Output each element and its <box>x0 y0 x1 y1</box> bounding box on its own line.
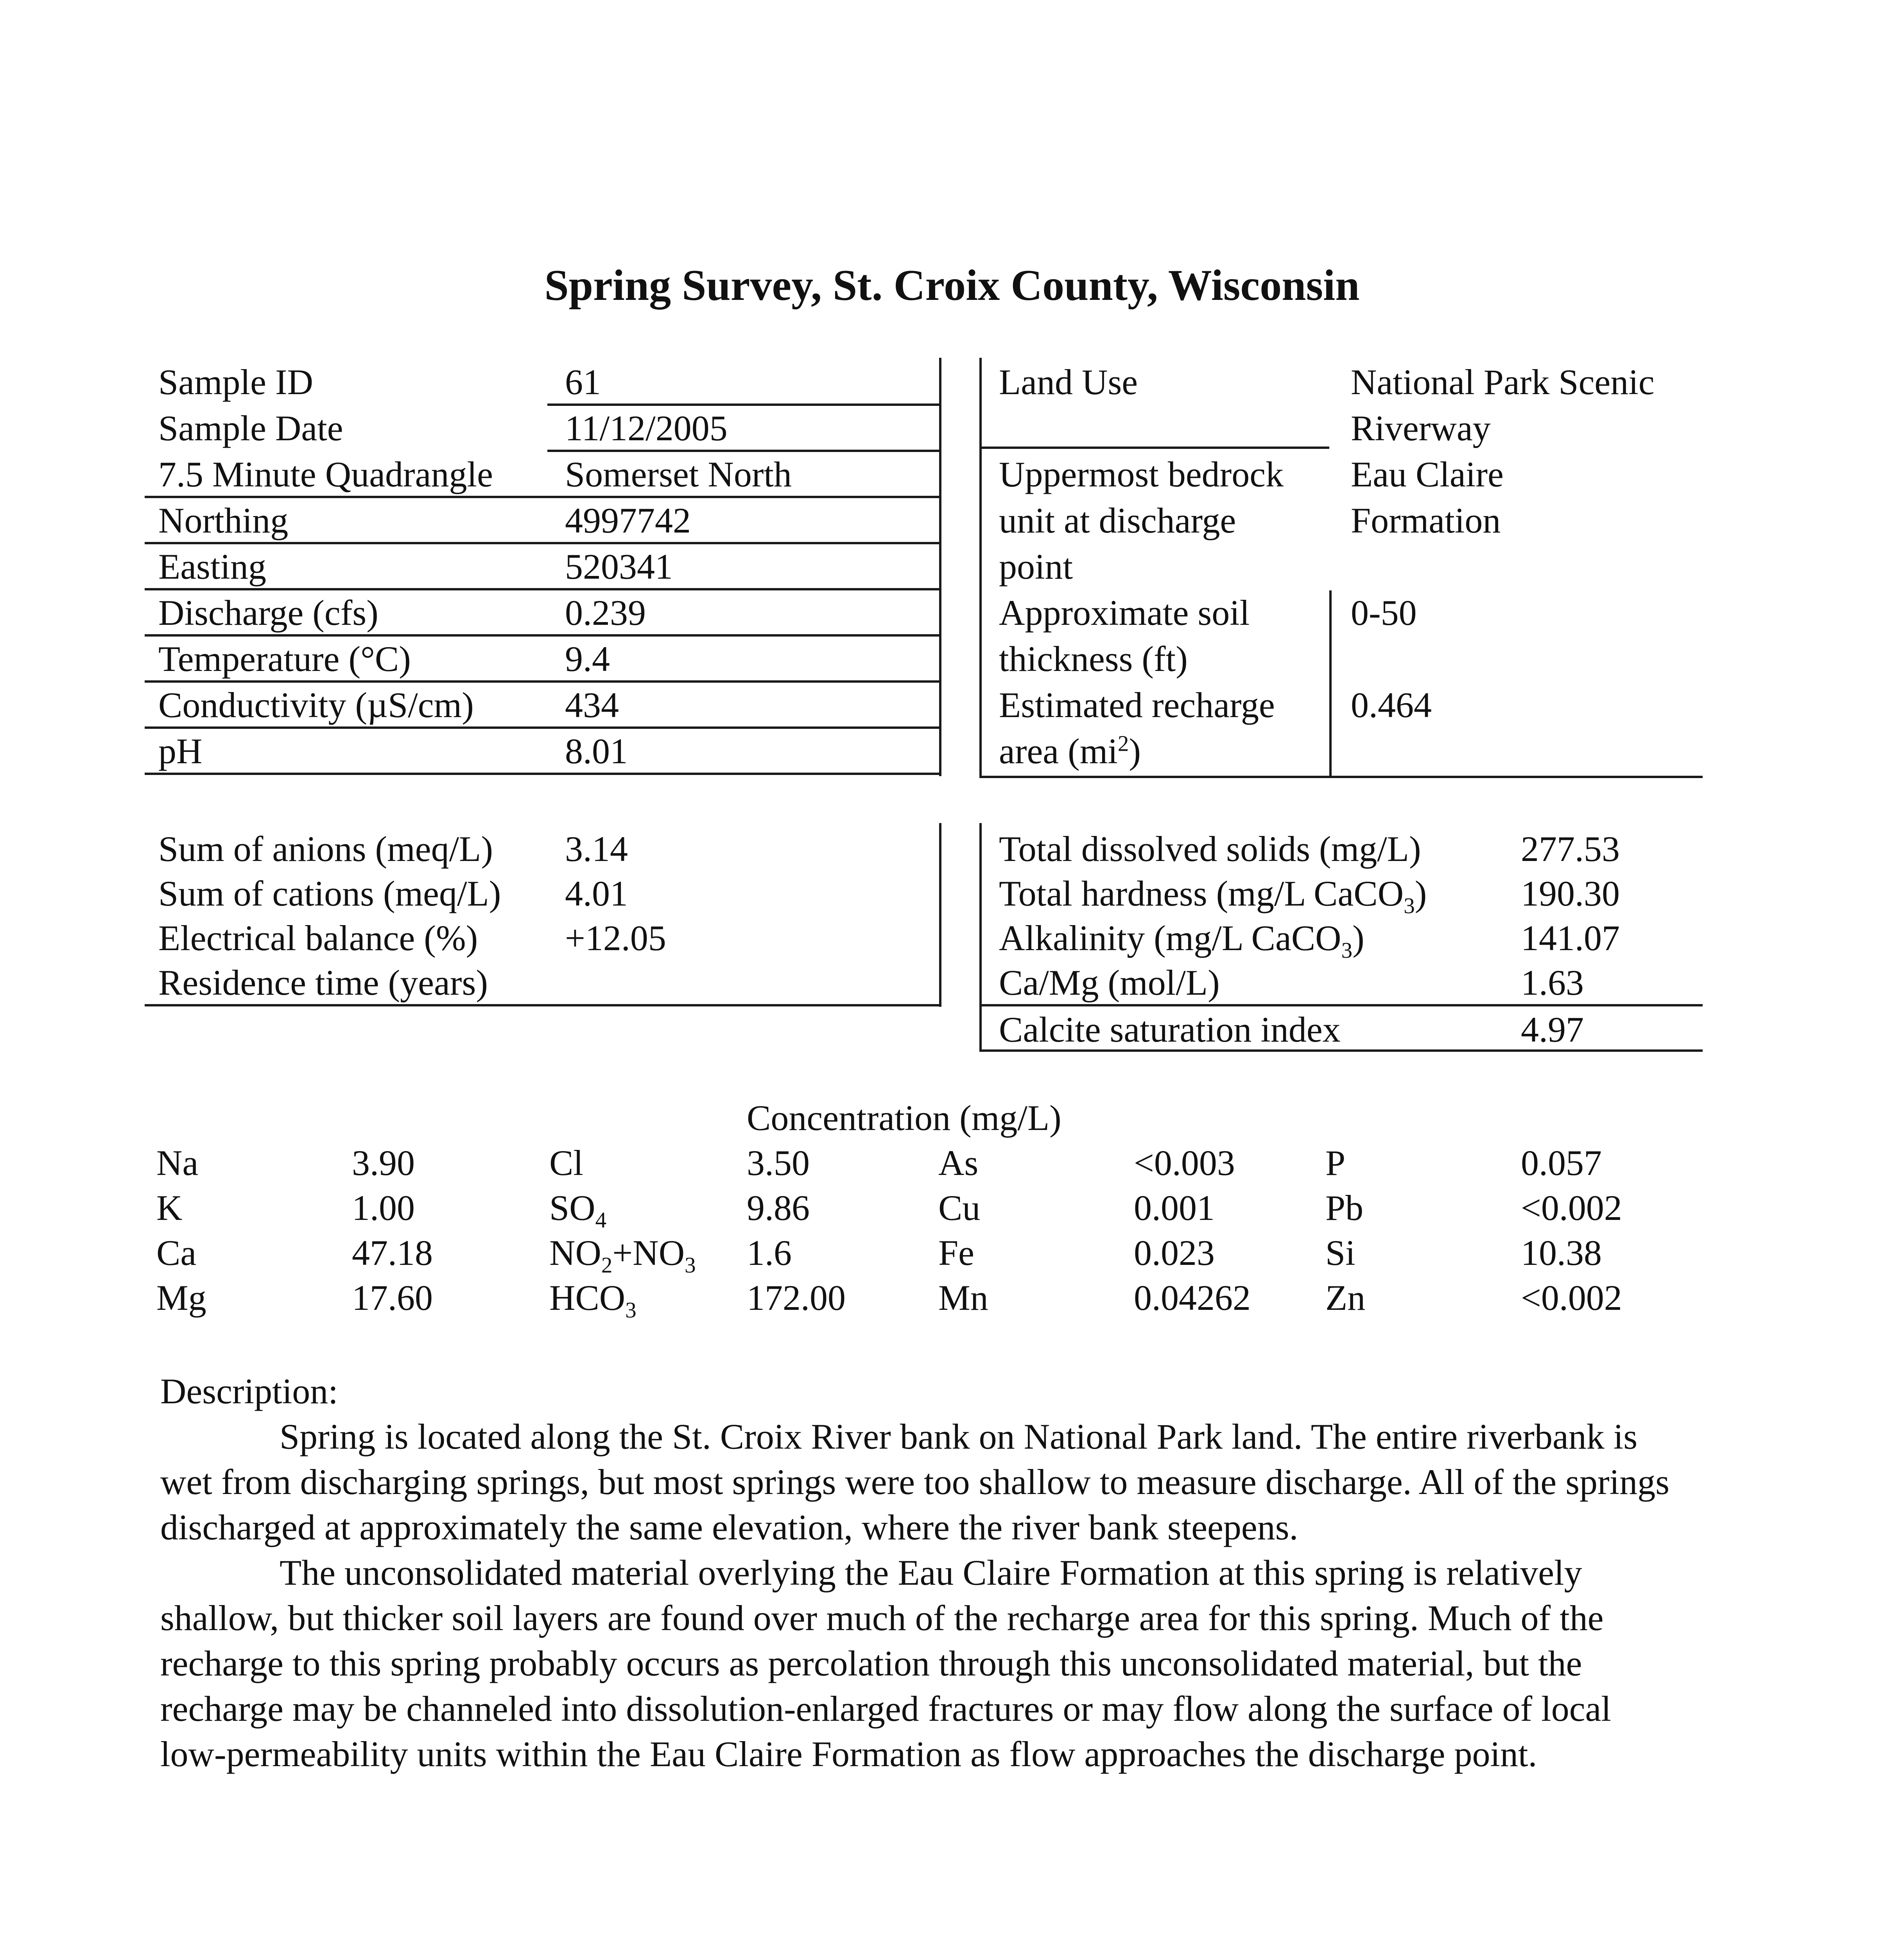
element-value: 10.38 <box>1521 1233 1602 1273</box>
element-symbol: Mg <box>156 1278 206 1318</box>
element-value: 3.50 <box>747 1143 810 1183</box>
land-use-value-cont: Riverway <box>1351 408 1491 448</box>
cations-value: 4.01 <box>565 873 628 913</box>
element-value: 172.00 <box>747 1278 846 1318</box>
element-value: 9.86 <box>747 1188 810 1228</box>
element-value: 1.00 <box>352 1188 415 1228</box>
concentration-heading: Concentration (mg/L) <box>747 1098 1061 1138</box>
conductivity-value: 434 <box>565 685 619 725</box>
tds-label: Total dissolved solids (mg/L) <box>999 829 1421 869</box>
element-value: <0.002 <box>1521 1188 1622 1228</box>
table-divider <box>979 823 982 1052</box>
land-use-label: Land Use <box>999 362 1138 402</box>
quadrangle-value: Somerset North <box>565 454 792 494</box>
element-value: 0.04262 <box>1134 1278 1251 1318</box>
description-section <box>160 1368 1685 1777</box>
quadrangle-label: 7.5 Minute Quadrangle <box>158 454 493 494</box>
element-symbol: Si <box>1325 1233 1355 1273</box>
table-divider <box>1329 590 1332 778</box>
row-rule <box>145 726 940 729</box>
element-value: 1.6 <box>747 1233 792 1273</box>
element-symbol: Ca <box>156 1233 197 1273</box>
calcite-saturation-value: 4.97 <box>1521 1010 1584 1049</box>
table-divider <box>939 823 941 1007</box>
element-symbol: $HCO_3$ <box>549 1278 636 1323</box>
cations-label: Sum of cations (meq/L) <box>158 873 501 913</box>
electrical-balance-label: Electrical balance (%) <box>158 918 478 958</box>
discharge-label: Discharge (cfs) <box>158 593 378 633</box>
element-symbol: Fe <box>938 1233 974 1273</box>
element-symbol: Cl <box>549 1143 583 1183</box>
temperature-value: 9.4 <box>565 639 610 679</box>
electrical-balance-value: +12.05 <box>565 918 666 958</box>
soil-label: Approximate soil <box>999 593 1250 633</box>
residence-time-label: Residence time (years) <box>158 963 488 1003</box>
element-symbol: P <box>1325 1143 1346 1183</box>
calcite-saturation-label: Calcite saturation index <box>999 1010 1341 1049</box>
element-value: 3.90 <box>352 1143 415 1183</box>
recharge-label: Estimated recharge <box>999 685 1275 725</box>
hardness-value: 190.30 <box>1521 873 1620 913</box>
recharge-value: 0.464 <box>1351 685 1432 725</box>
bedrock-label-cont: unit at discharge <box>999 500 1236 540</box>
element-value: 0.001 <box>1134 1188 1215 1228</box>
element-symbol: Na <box>156 1143 199 1183</box>
element-symbol: As <box>938 1143 979 1183</box>
land-use-value: National Park Scenic <box>1351 362 1655 402</box>
element-value: <0.003 <box>1134 1143 1235 1183</box>
temperature-label: Temperature (°C) <box>158 639 411 679</box>
table-divider <box>939 358 941 776</box>
northing-label: Northing <box>158 500 289 540</box>
sample-date-value: 11/12/2005 <box>565 408 728 448</box>
element-symbol: Mn <box>938 1278 988 1318</box>
tds-value: 277.53 <box>1521 829 1620 869</box>
row-rule <box>979 447 1329 449</box>
easting-value: 520341 <box>565 547 673 586</box>
description-label: Description: <box>160 1371 338 1411</box>
alkalinity-value: 141.07 <box>1521 918 1620 958</box>
sample-id-value: 61 <box>565 362 601 402</box>
row-rule <box>145 773 940 775</box>
element-symbol: Cu <box>938 1188 981 1228</box>
ph-label: pH <box>158 731 203 771</box>
element-value: <0.002 <box>1521 1278 1622 1318</box>
table-divider <box>979 358 982 778</box>
conductivity-label: Conductivity (µS/cm) <box>158 685 474 725</box>
anions-value: 3.14 <box>565 829 628 869</box>
ca-mg-value: 1.63 <box>1521 963 1584 1003</box>
easting-label: Easting <box>158 547 266 586</box>
row-rule <box>979 1049 1703 1052</box>
discharge-value: 0.239 <box>565 593 646 633</box>
bedrock-value-cont: Formation <box>1351 500 1501 540</box>
element-symbol: $SO_4$ <box>549 1188 607 1233</box>
ca-mg-label: Ca/Mg (mol/L) <box>999 963 1220 1003</box>
element-value: 0.023 <box>1134 1233 1215 1273</box>
page-title: Spring Survey, St. Croix County, Wisconsin <box>544 261 1360 310</box>
description-paragraph: The unconsolidated material overlying the Eau Claire Formation at this spring is relatively shallow, but thicker soil layers are found over much of the recharge area for this spring. Much of the recharge to this spring probably occurs as percolation through this unconsolidated material, but the recharge may be channeled into dissolution-enlarged fractures or may flow along the surface of local low-permeability units within the Eau Claire Formation as flow approaches the discharge point. <box>160 1553 1611 1774</box>
element-value: 47.18 <box>352 1233 433 1273</box>
element-symbol: $NO_2+NO_3$ <box>549 1233 696 1278</box>
row-rule <box>979 776 1703 778</box>
row-rule <box>145 1004 940 1006</box>
soil-value: 0-50 <box>1351 593 1417 633</box>
hardness-label: Total hardness (mg/L CaCO$_3$) <box>999 873 1427 918</box>
soil-label-cont: thickness (ft) <box>999 639 1188 679</box>
element-value: 17.60 <box>352 1278 433 1318</box>
bedrock-label-cont: point <box>999 547 1073 586</box>
element-symbol: K <box>156 1188 183 1228</box>
northing-value: 4997742 <box>565 500 691 540</box>
element-symbol: Zn <box>1325 1278 1366 1318</box>
bedrock-label: Uppermost bedrock <box>999 454 1284 494</box>
sample-id-label: Sample ID <box>158 362 314 402</box>
description-paragraph: Spring is located along the St. Croix River bank on National Park land. The entire riverbank is wet from discharging springs, but most springs were too shallow to measure discharge. All of the springs discharged at approximately the same elevation, where the river bank steepens. <box>160 1417 1670 1547</box>
anions-label: Sum of anions (meq/L) <box>158 829 493 869</box>
ph-value: 8.01 <box>565 731 628 771</box>
element-symbol: Pb <box>1325 1188 1364 1228</box>
bedrock-value: Eau Claire <box>1351 454 1504 494</box>
element-value: 0.057 <box>1521 1143 1602 1183</box>
recharge-label-cont: area $(mi^2)$ <box>999 731 1141 771</box>
alkalinity-label: Alkalinity (mg/L CaCO$_3$) <box>999 918 1364 963</box>
sample-date-label: Sample Date <box>158 408 343 448</box>
